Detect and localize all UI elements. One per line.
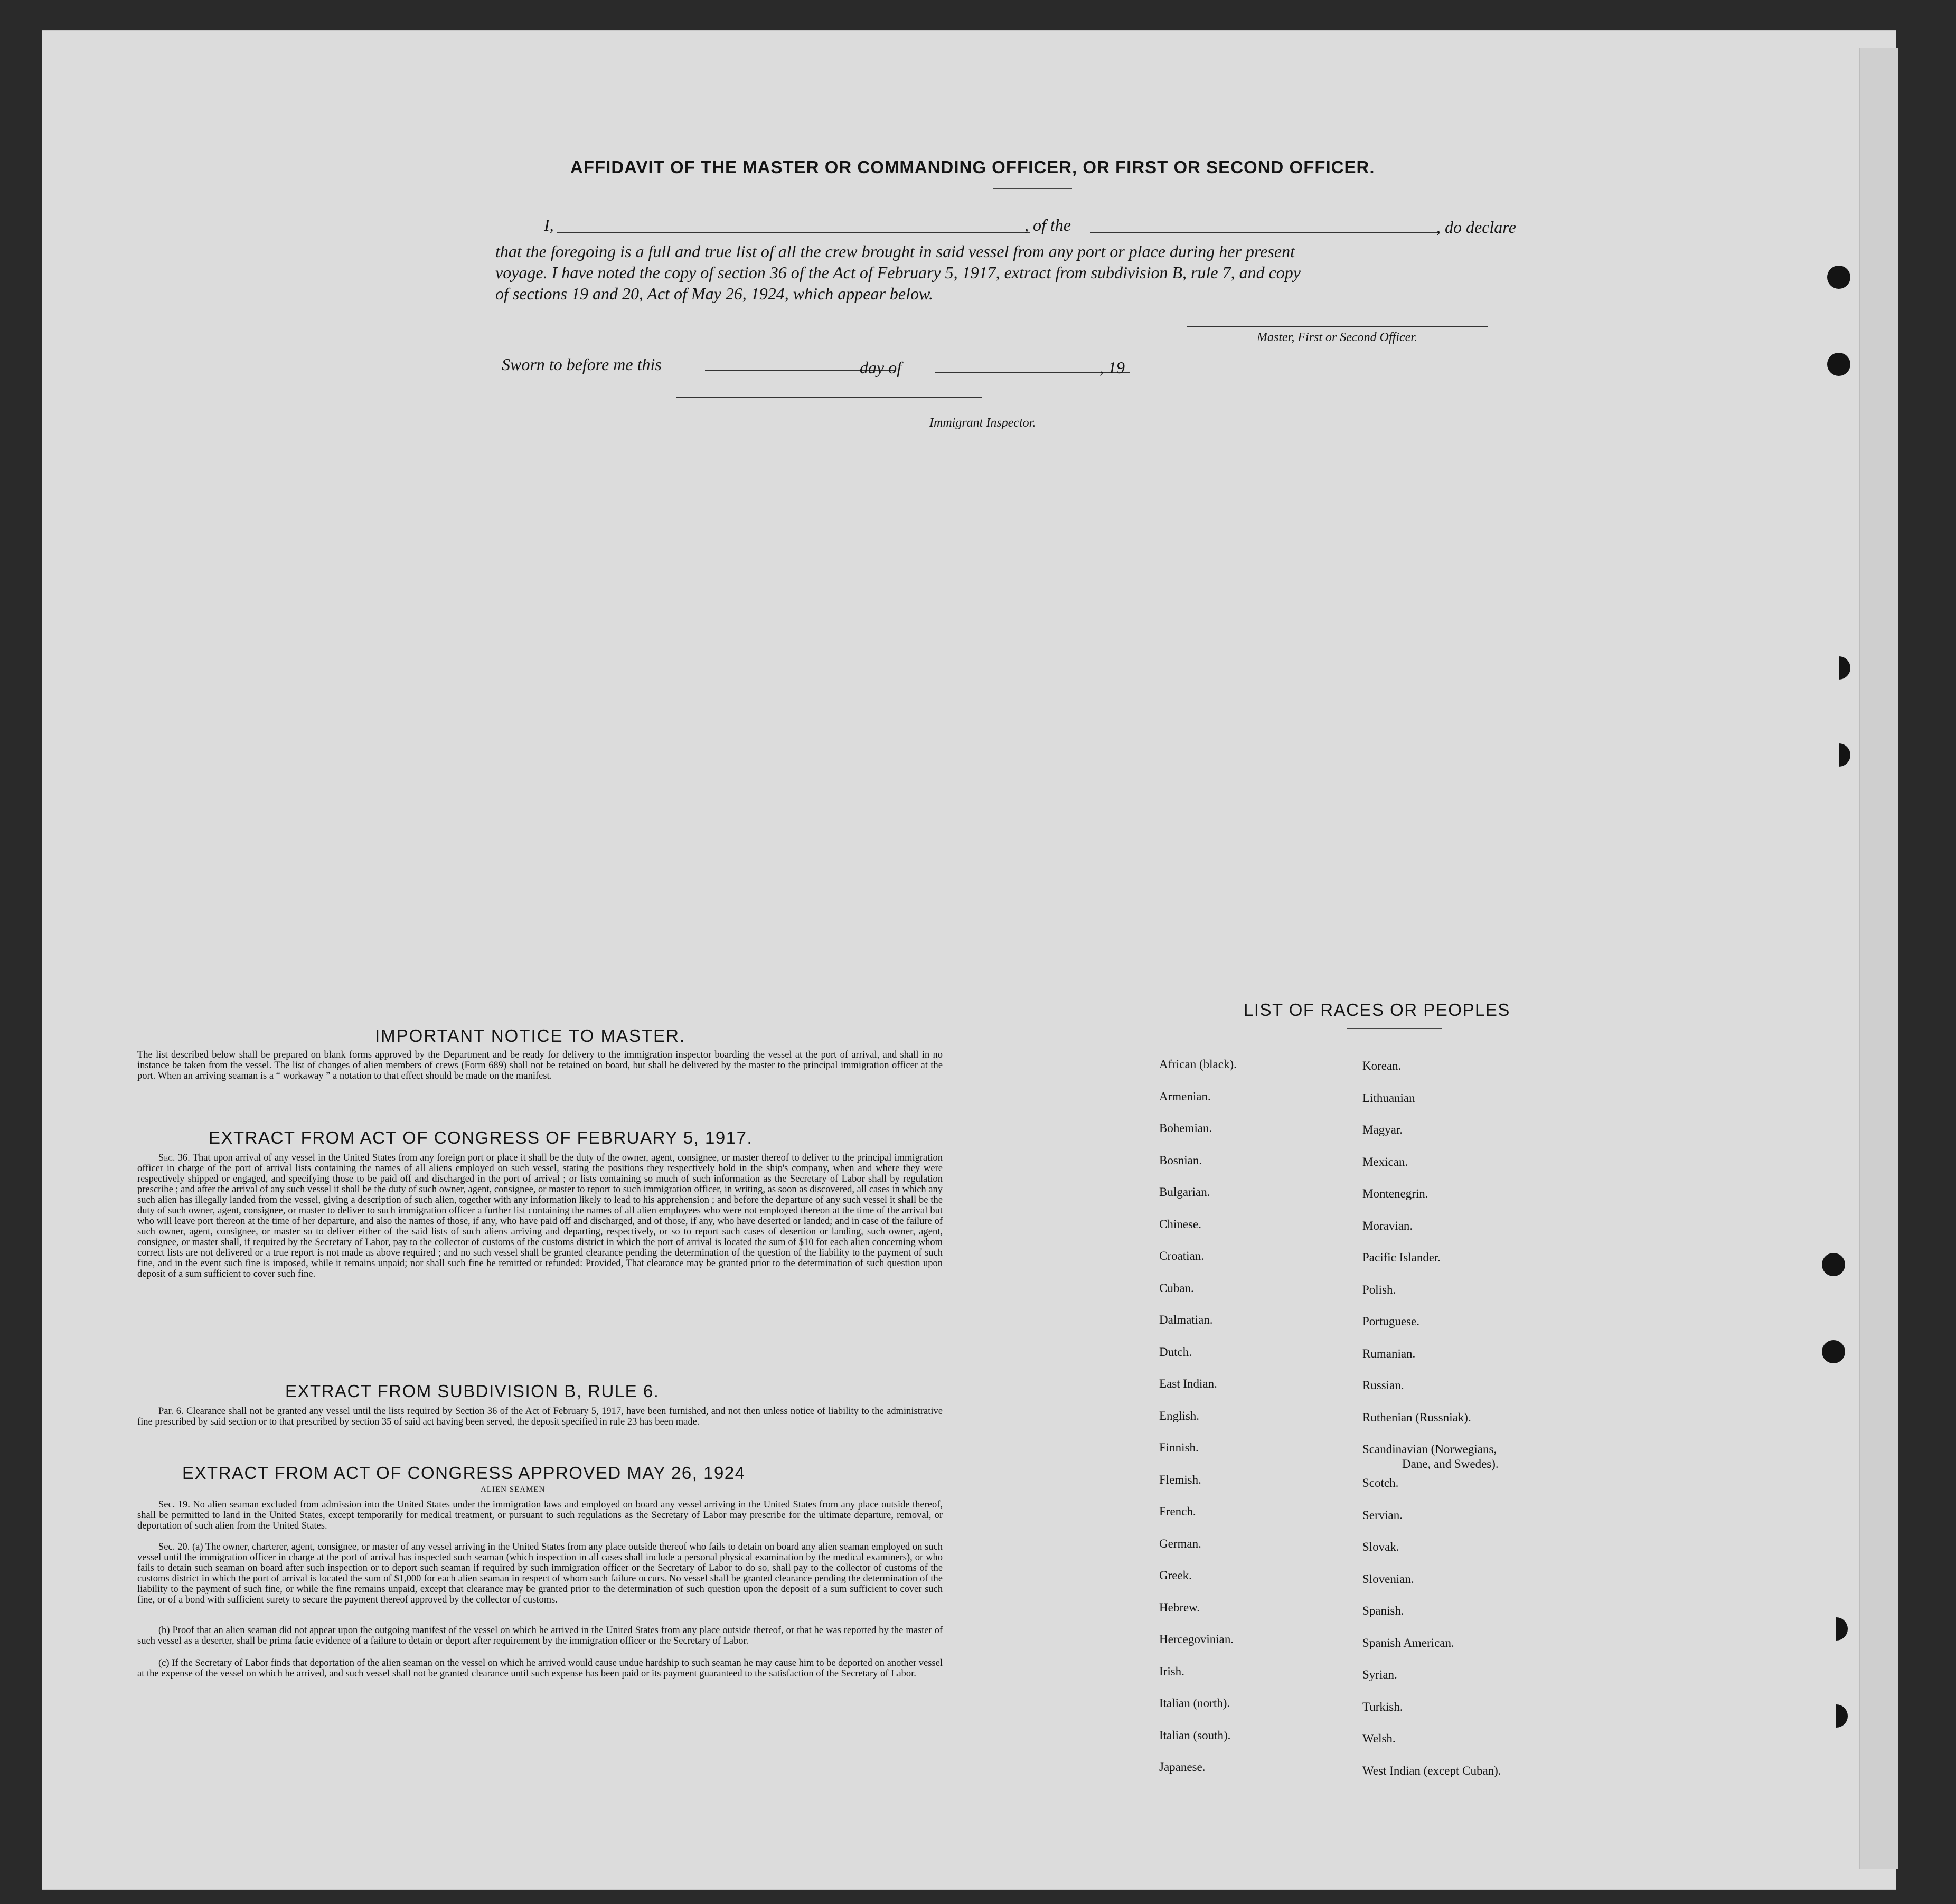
race-item-left: Croatian. <box>1159 1249 1204 1262</box>
sworn-label: Sworn to before me this <box>502 355 662 374</box>
race-item-left: Cuban. <box>1159 1281 1194 1295</box>
race-item-left: Chinese. <box>1159 1217 1201 1231</box>
race-item-right: Magyar. <box>1362 1123 1403 1136</box>
affidavit-title: AFFIDAVIT OF THE MASTER OR COMMANDING OFFICER, OR FIRST OR SECOND OFFICER. <box>570 157 1375 177</box>
race-item-right: Moravian. <box>1362 1219 1413 1232</box>
binding-hole <box>1822 1340 1845 1363</box>
affidavit-line-3: of sections 19 and 20, Act of May 26, 1924, which appear below. <box>495 284 933 303</box>
races-title-underline <box>1347 1028 1442 1029</box>
extract-1917-title: EXTRACT FROM ACT OF CONGRESS OF FEBRUARY 5, 1917. <box>209 1128 753 1147</box>
race-item-left: Bulgarian. <box>1159 1185 1210 1199</box>
section-36-body: That upon arrival of any vessel in the United States from any foreign port or place it shall be the duty of the owner, agent, consignee, or master thereof to deliver to the principal immigration officer in charge of the port of arrival lists containing the names of all aliens employed on such vessel, stating the positions they respectively hold in the ship's company, when and where they were respectively shipped or engaged, and specifying those to be paid off and discharged in the port of arrival ; or lists containing so much of such information as the Secretary of Labor shall by regulation prescribe ; and after the arrival of any such vessel it shall be the duty of such owner, agent, consignee, or master to report to such immigration officer, in writing, as soon as discovered, all cases in which any such alien has illegally landed from the vessel, giving a description of such alien, together with any information likely to lead to his apprehension ; and before the departure of any such vessel it shall be the duty of such owner, agent, consignee, or master to deliver to such immigration officer a further list containing the names of all alien employees who were not employed thereon at the time of the arrival but who will leave port thereon at the time of her departure, and also the names of those, if any, who have paid off and discharged, and of those, if any, who have deserted or landed; and in case of the failure of such owner, agent, consignee, or master so to deliver either of the said lists of such aliens arriving and departing, respectively, or so to report such cases of desertion or landing, such owner, agent, consignee, or master shall, if required by the Secretary of Labor, pay to the collector of customs of the customs district in which the port of arrival is located the sum of $10 for each alien concerning whom correct lists are not delivered or a true report is not made as above required ; and no such vessel shall be granted clearance pending the determination of the question of the liability to the payment of such fine, and in the event such fine is imposed, while it remains unpaid; nor shall such fine be remitted or refunded: Provided, That clearance may be granted prior to the determination of such question upon deposit of a sum sufficient to cover such fine. <box>137 1153 943 1279</box>
binding-hole <box>1825 1704 1848 1728</box>
race-item-left: Dutch. <box>1159 1345 1192 1359</box>
document-page <box>42 31 1896 1889</box>
race-item-left: East Indian. <box>1159 1377 1217 1390</box>
name-blank-line[interactable] <box>557 232 1030 233</box>
section-20b-text: (b) Proof that an alien seaman did not appear upon the outgoing manifest of the vessel on which he arrived in the United States from any place outside thereof, or that he was reported by the master of such vessel as a deserter, shall be prima facie evidence of a failure to detain or deport after requirement by the immigration officer or the Secretary of Labor. <box>137 1625 943 1646</box>
race-item-right: Rumanian. <box>1362 1346 1416 1360</box>
races-title: LIST OF RACES OR PEOPLES <box>1244 1000 1510 1020</box>
race-item-right: Servian. <box>1362 1508 1403 1522</box>
affidavit-of-the: , of the <box>1024 215 1071 234</box>
race-item-left: Greek. <box>1159 1569 1192 1582</box>
race-item-left: English. <box>1159 1409 1200 1422</box>
race-item-left: Hercegovinian. <box>1159 1633 1234 1646</box>
race-item-right: Spanish. <box>1362 1604 1404 1617</box>
race-item-right: Korean. <box>1362 1059 1402 1072</box>
rule-6-title: EXTRACT FROM SUBDIVISION B, RULE 6. <box>285 1381 660 1401</box>
vessel-blank-line[interactable] <box>1090 232 1439 233</box>
affidavit-i-label: I, <box>544 215 554 234</box>
rule-6-text: Par. 6. Clearance shall not be granted any vessel until the lists required by Section 36 of the Act of February 5, 1917, have been furnished, and not then unless notice of liability to the administrative fine prescribed by said section or to that prescribed by section 35 of said act having been served, the deposit specified in rule 23 has been made. <box>137 1406 943 1427</box>
race-item-right: Portuguese. <box>1362 1315 1419 1328</box>
race-item-right: Welsh. <box>1362 1732 1396 1745</box>
race-item-right: Ruthenian (Russniak). <box>1362 1410 1471 1424</box>
affidavit-line-1: that the foregoing is a full and true list of all the crew brought in said vessel from any port or place during her present <box>495 242 1295 261</box>
race-item-left: Italian (south). <box>1159 1728 1231 1742</box>
race-item-right: Scotch. <box>1362 1476 1399 1490</box>
binding-hole <box>1827 266 1850 289</box>
binding-hole <box>1822 1253 1845 1276</box>
extract-1924-title: EXTRACT FROM ACT OF CONGRESS APPROVED MAY 26, 1924 <box>182 1463 746 1483</box>
race-item-left: Italian (north). <box>1159 1696 1230 1710</box>
race-item-left: African (black). <box>1159 1058 1237 1071</box>
race-item-right: Montenegrin. <box>1362 1187 1428 1200</box>
race-item-right: West Indian (except Cuban). <box>1362 1764 1501 1777</box>
race-item-right: Scandinavian (Norwegians, <box>1362 1443 1497 1456</box>
alien-seamen-subtitle: ALIEN SEAMEN <box>481 1485 546 1494</box>
race-item-left: Bosnian. <box>1159 1153 1202 1167</box>
section-19-text: Sec. 19. No alien seaman excluded from admission into the United States under the immigration laws and employed on board any vessel arriving in the United States from any place outside thereof, shall be permitted to land in the United States, except temporarily for medical treatment, or pursuant to such regulations as the Secretary of Labor may prescribe for the ultimate departure, removal, or deportation of such alien from the United States. <box>137 1500 943 1531</box>
race-item-left: German. <box>1159 1537 1201 1550</box>
race-item-right: Spanish American. <box>1362 1636 1454 1649</box>
race-item-left: Japanese. <box>1159 1760 1206 1774</box>
affidavit-do-declare: , do declare <box>1436 218 1516 237</box>
race-item-left: French. <box>1159 1505 1196 1518</box>
master-signature-caption: Master, First or Second Officer. <box>1257 331 1417 344</box>
title-underline <box>993 188 1072 189</box>
inspector-signature-line[interactable] <box>676 397 982 398</box>
notice-text: The list described below shall be prepared on blank forms approved by the Department and be ready for delivery to the immigration inspector boarding the vessel at the port of arrival, and shall in no instance be taken from the vessel. The list of changes of alien members of crews (Form 689) shall not be retained on board, but shall be delivered by the master to the principal immigration officer at the port. When an arriving seaman is a “ workaway ” a notation to that effect should be made on the manifest. <box>137 1050 943 1081</box>
race-item-left: Dalmatian. <box>1159 1313 1213 1326</box>
master-signature-line[interactable] <box>1187 326 1488 327</box>
extract-1917-text <box>137 1153 943 1279</box>
section-36-label: Sec. 36. <box>158 1153 190 1163</box>
race-item-right: Turkish. <box>1362 1700 1403 1713</box>
race-item-right: Slovak. <box>1362 1540 1399 1553</box>
year-label: , 19 <box>1099 358 1125 377</box>
binding-hole <box>1827 353 1850 376</box>
day-of-label: day of <box>860 358 902 377</box>
stacked-page-edge <box>1859 48 1898 1869</box>
race-item-right: Mexican. <box>1362 1155 1408 1168</box>
race-item-right: Polish. <box>1362 1283 1396 1296</box>
race-item-right: Pacific Islander. <box>1362 1251 1441 1264</box>
binding-hole <box>1827 656 1850 680</box>
race-item-left: Armenian. <box>1159 1089 1211 1103</box>
race-item-right: Russian. <box>1362 1379 1404 1392</box>
race-item-right: Syrian. <box>1362 1668 1397 1681</box>
race-item-right: Lithuanian <box>1362 1091 1415 1105</box>
binding-hole <box>1825 1617 1848 1641</box>
race-item-right: Dane, and Swedes). <box>1402 1457 1499 1471</box>
binding-hole <box>1827 743 1850 767</box>
section-20c-text: (c) If the Secretary of Labor finds that deportation of the alien seaman on the vessel on which he arrived would cause undue hardship to such seaman he may cause him to be deported on another vessel at the expense of the vessel on which he arrived, and such vessel shall not be granted clearance until such expense has been paid or its payment guaranteed to the satisfaction of the Secretary of Labor. <box>137 1658 943 1679</box>
notice-title: IMPORTANT NOTICE TO MASTER. <box>375 1026 686 1045</box>
race-item-right: Slovenian. <box>1362 1572 1414 1586</box>
race-item-left: Flemish. <box>1159 1473 1201 1486</box>
race-item-left: Bohemian. <box>1159 1121 1212 1135</box>
race-item-left: Hebrew. <box>1159 1600 1200 1614</box>
affidavit-line-2: voyage. I have noted the copy of section 36 of the Act of February 5, 1917, extract from subdivision B, rule 7, and copy <box>495 263 1301 282</box>
race-item-left: Finnish. <box>1159 1441 1199 1454</box>
race-item-left: Irish. <box>1159 1664 1184 1678</box>
section-20a-text: Sec. 20. (a) The owner, charterer, agent, consignee, or master of any vessel arriving in the United States from any place outside thereof who fails to detain on board any alien seaman employed on such vessel until the immigration officer in charge at the port of arrival has inspected such seaman (which inspection in all cases shall include a personal physical examination by the medical examiners), or who fails to detain such seaman on board after such inspection or to deport such seaman if required by such immigration officer or the Secretary of Labor to do so, shall pay to the collector of customs of the customs district in which the port of arrival is located the sum of $1,000 for each alien seaman in respect of whom such failure occurs. No vessel shall be granted clearance pending the determination of the liability to the payment of such fine, or while the fine remains unpaid, except that clearance may be granted prior to the determination of such question upon the deposit of a sum sufficient to cover such fine, or of a bond with sufficient surety to secure the payment thereof approved by the collector of customs. <box>137 1542 943 1605</box>
inspector-caption: Immigrant Inspector. <box>929 416 1036 430</box>
